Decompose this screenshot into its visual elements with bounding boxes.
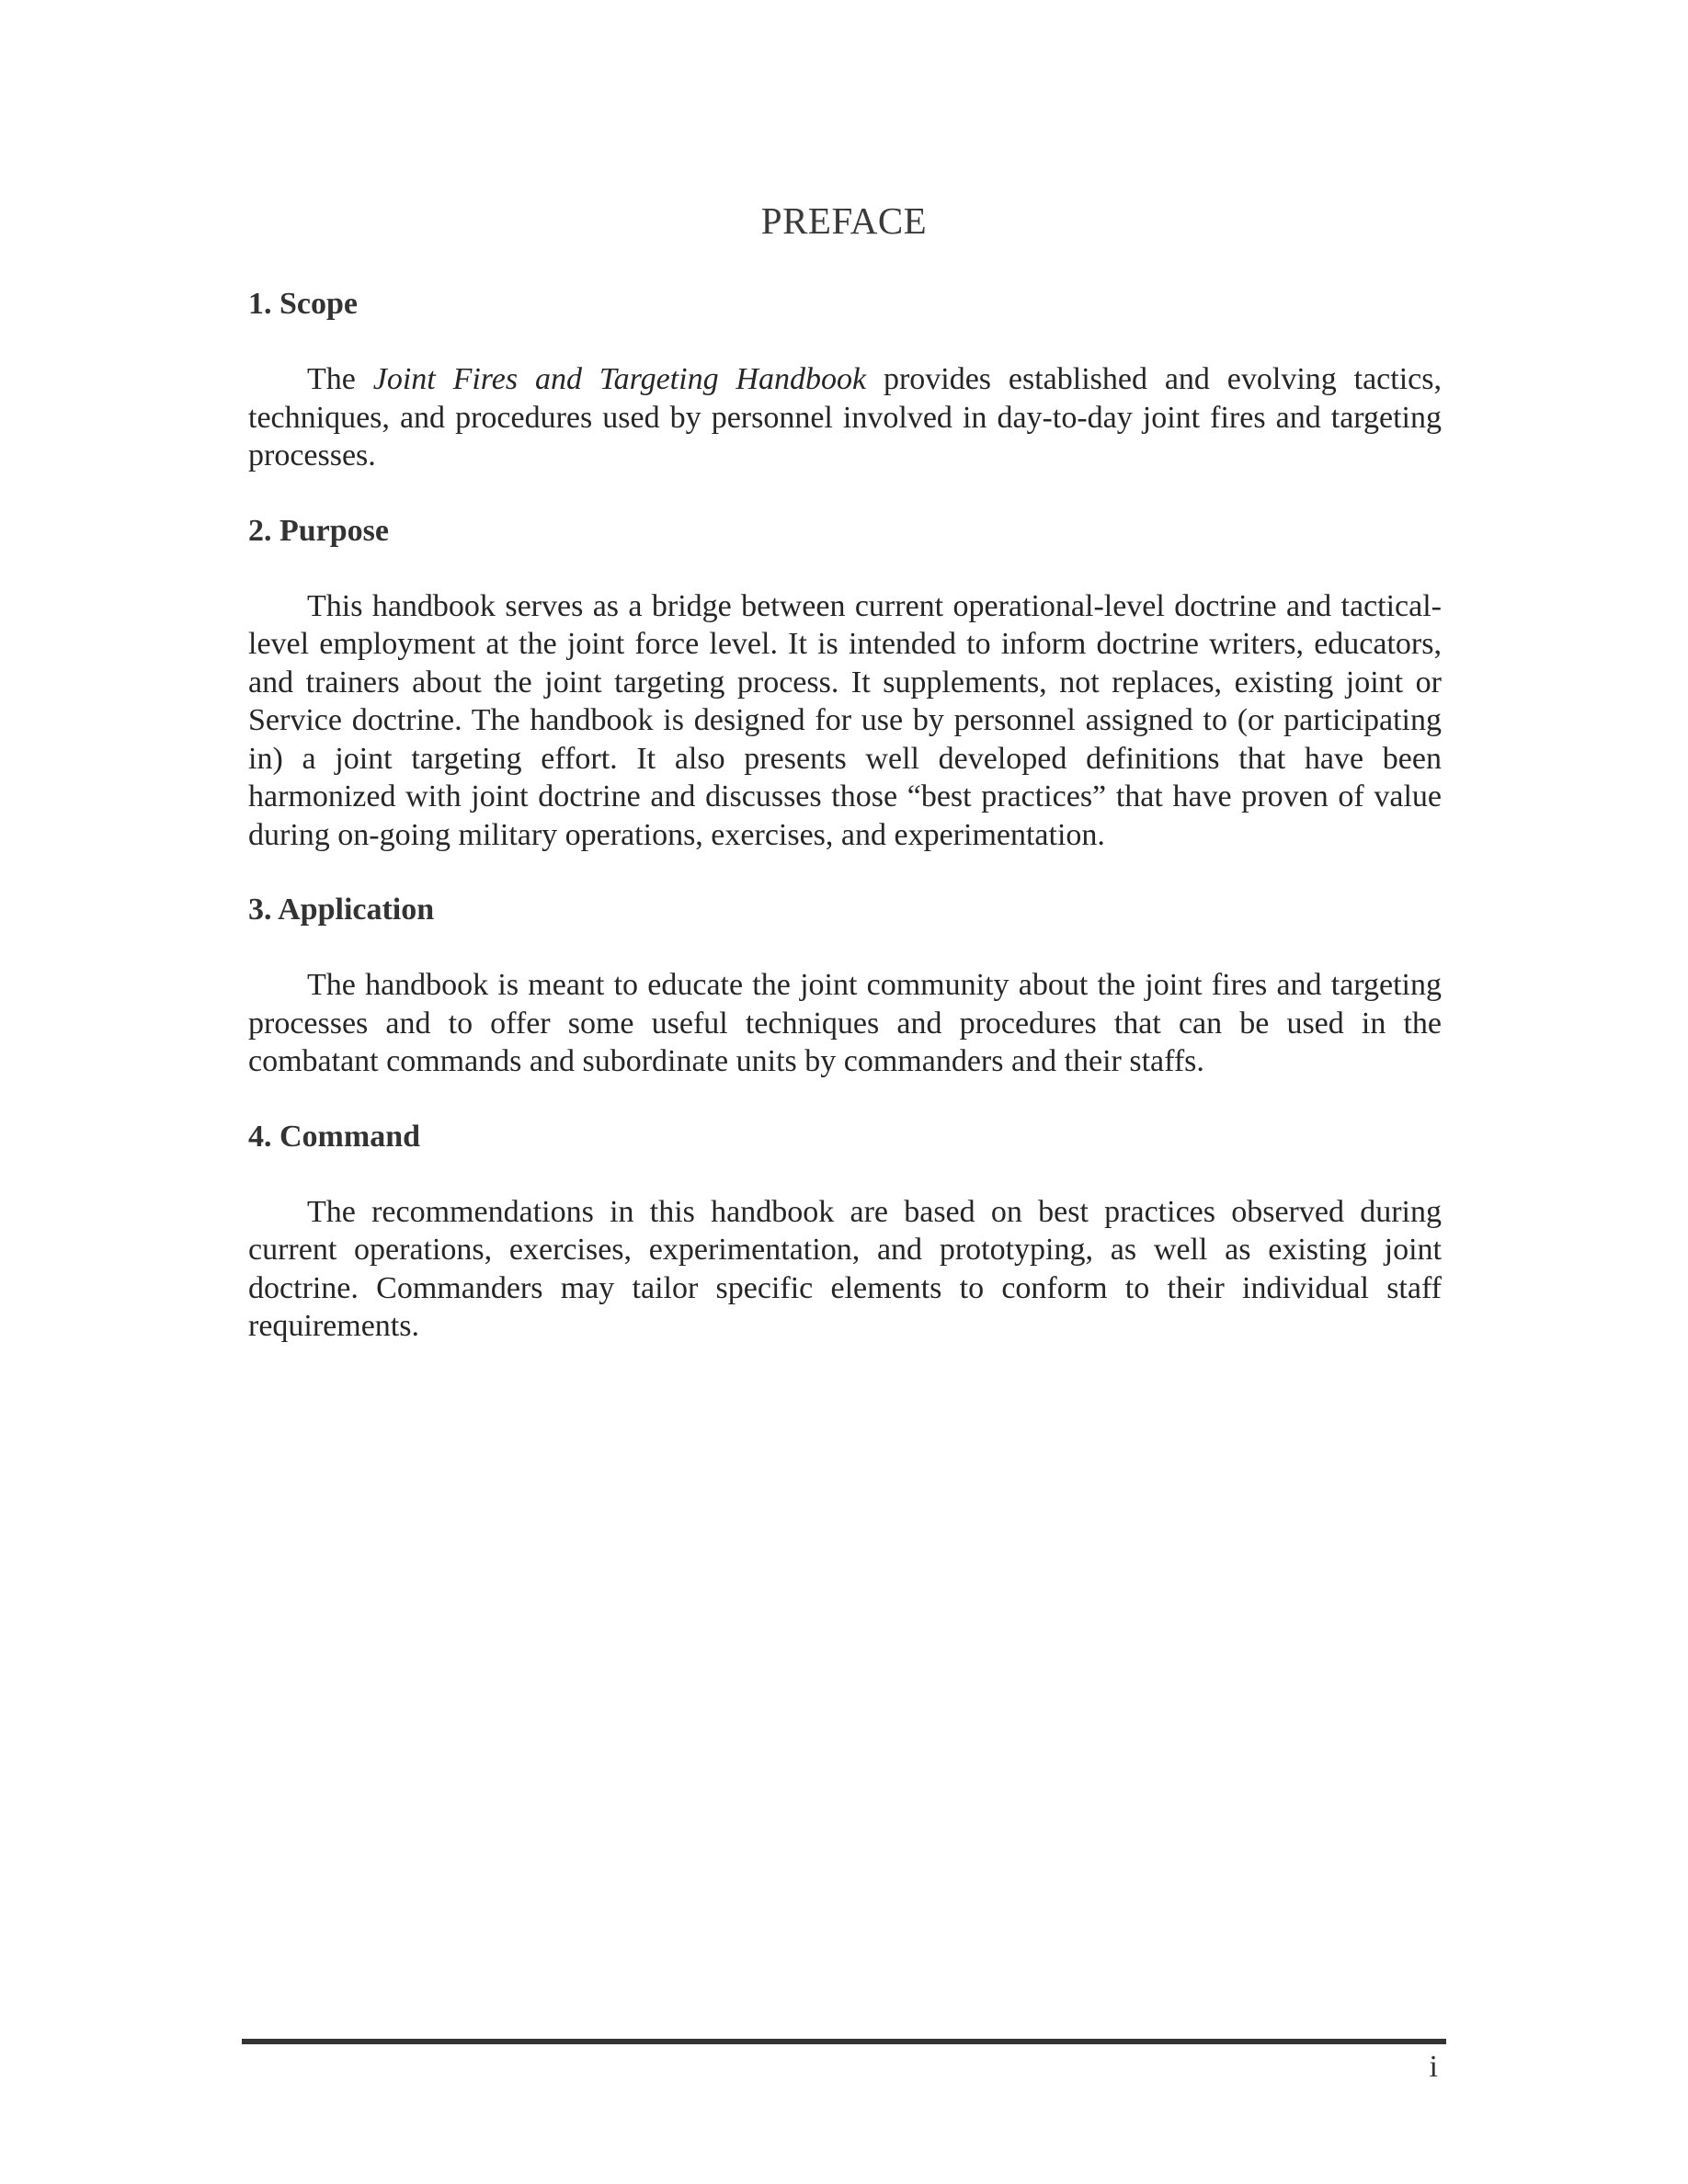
section-application	[248, 891, 1442, 1081]
document-body	[248, 285, 1442, 1382]
section-heading-command: 4. Command	[248, 1119, 421, 1154]
section-paragraph-scope	[248, 360, 1442, 475]
section-command	[248, 1118, 1442, 1346]
scope-text-prefix: The	[307, 362, 373, 396]
section-paragraph-purpose: This handbook serves as a bridge between current operational-level doctrine and tactical-level employment at the joint force level. It is intended to inform doctrine writers, educators, and trainers about the joint targeting process. It supplements, not replaces, existing joint or Service doctrine. The handbook is designed for use by personnel assigned to (or participating in) a joint targeting effort. It also presents well developed definitions that have been harmonized with joint doctrine and discusses those “best practices” that have proven of value during on-going military operations, exercises, and experimentation.	[248, 588, 1442, 852]
section-heading-purpose: 2. Purpose	[248, 513, 389, 548]
scope-text-suffix: provides established and evolving tactics, techniques, and procedures used by personnel involved in day-to-day joint fires and targeting processes.	[248, 362, 1442, 472]
page-number: i	[1429, 2050, 1438, 2084]
section-purpose	[248, 512, 1442, 855]
section-scope	[248, 285, 1442, 475]
section-paragraph-command: The recommendations in this handbook are based on best practices observed during current operations, exercises, experimentation, and prototyping, as well as existing joint doctrine. Commanders may tailor specific elements to conform to their individual staff requirements.	[248, 1194, 1442, 1343]
section-heading-scope: 1. Scope	[248, 287, 358, 321]
handbook-title-italic: Joint Fires and Targeting Handbook	[372, 362, 867, 396]
section-heading-application: 3. Application	[248, 893, 435, 927]
section-paragraph-application: The handbook is meant to educate the joint community about the joint fires and targeting processes and to offer some useful techniques and procedures that can be used in the combatant commands and subordinate units by commanders and their staffs.	[248, 968, 1442, 1078]
page-title: PREFACE	[760, 199, 928, 242]
footer-rule	[242, 2039, 1446, 2044]
